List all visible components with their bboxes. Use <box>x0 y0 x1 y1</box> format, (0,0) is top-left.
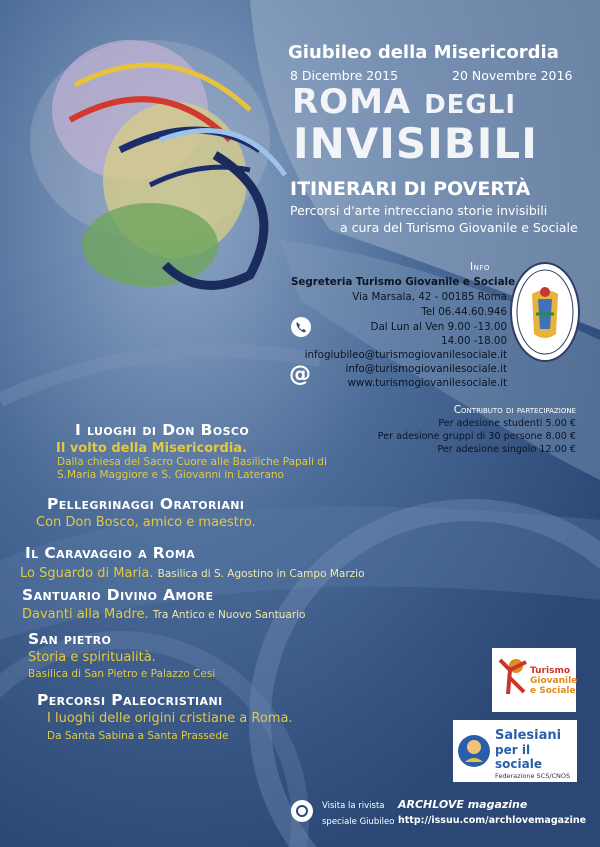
curator: a cura del Turismo Giovanile e Sociale <box>340 220 578 235</box>
info-address: Via Marsala, 42 - 00185 Roma <box>352 291 507 303</box>
section-title: Santuario Divino Amore <box>22 586 214 604</box>
salesiani-line2: per il sociale <box>495 743 542 771</box>
info-org: Segreteria Turismo Giovanile e Sociale <box>291 276 516 288</box>
section-line-main: Davanti alla Madre. <box>22 607 149 622</box>
section-title: I luoghi di Don Bosco <box>75 421 250 439</box>
footer-url[interactable]: http://issuu.com/archlovemagazine <box>398 815 587 826</box>
section-line: Il volto della Misericordia. <box>56 441 248 456</box>
section-line: I luoghi delle origini cristiane a Roma. <box>47 711 293 726</box>
title-roma: ROMA <box>292 82 412 122</box>
issuu-icon[interactable] <box>291 800 313 822</box>
section-line: Storia e spiritualità. <box>28 650 156 665</box>
contribution-row: Per adesione gruppi di 30 persone 8.00 € <box>377 431 576 442</box>
footer-magazine: ARCHLOVE magazine <box>398 798 528 811</box>
tgs-figure-icon <box>496 656 532 696</box>
info-hours2: 14.00 -18.00 <box>441 335 507 347</box>
salesiani-line1: Salesiani <box>495 728 562 743</box>
info-web[interactable]: www.turismogiovanilesociale.it <box>347 377 507 389</box>
tgs-logo <box>492 648 576 712</box>
footer-visit: Visita la rivista <box>322 801 385 811</box>
title-line1 <box>292 84 516 123</box>
tgs-line2: Giovanile <box>530 676 578 686</box>
section-line <box>22 607 305 622</box>
subtitle: ITINERARI DI POVERTÀ <box>290 178 531 200</box>
contribution-heading: Contributo di partecipazione <box>453 404 576 416</box>
info-email1[interactable]: infogiubileo@turismogiovanilesociale.it <box>304 349 507 361</box>
tgs-line3: e Sociale <box>530 686 576 696</box>
section-line-main: Lo Sguardo di Maria. <box>20 566 154 581</box>
info-email2[interactable]: info@turismogiovanilesociale.it <box>345 363 507 375</box>
section-title: Percorsi Paleocristiani <box>37 691 223 709</box>
section-title: San pietro <box>28 630 112 648</box>
section-line-extra: Tra Antico e Nuovo Santuario <box>152 609 306 621</box>
date-start: 8 Dicembre 2015 <box>290 68 399 83</box>
section-line: S.Maria Maggiore e S. Giovanni in Laterano <box>57 469 284 481</box>
at-icon: @ <box>289 362 311 387</box>
title-degli: DEGLI <box>424 90 517 120</box>
info-heading: Info <box>470 261 490 273</box>
section-line: Basilica di San Pietro e Palazzo Cesi <box>28 668 216 680</box>
tagline: Percorsi d'arte intrecciano storie invisibili <box>290 203 548 218</box>
contribution-row: Per adesione singolo 12.00 € <box>437 444 576 455</box>
salesiani-logo <box>453 720 577 782</box>
salesiani-line3: Federazione SCS/CNOS <box>495 772 571 780</box>
date-end: 20 Novembre 2016 <box>452 68 573 83</box>
footer-special: speciale Giubileo <box>322 817 395 827</box>
section-line: Dalla chiesa del Sacro Cuore alle Basiliche Papali di <box>57 456 327 468</box>
section-title: Il Caravaggio a Roma <box>25 544 196 562</box>
section-title: Pellegrinaggi Oratoriani <box>47 495 245 513</box>
section-line <box>20 566 365 581</box>
title-invisibili: INVISIBILI <box>293 119 538 168</box>
tgs-line1: Turismo <box>530 666 570 676</box>
info-hours1: Dal Lun al Ven 9.00 -13.00 <box>370 321 507 333</box>
contribution-row: Per adesione studenti 5.00 € <box>438 418 576 429</box>
info-tel: Tel 06.44.60.946 <box>421 306 507 318</box>
jubilee-seal <box>510 262 580 362</box>
section-line: Da Santa Sabina a Santa Prassede <box>47 730 229 742</box>
section-line: Con Don Bosco, amico e maestro. <box>36 515 256 530</box>
event-name: Giubileo della Misericordia <box>288 42 559 63</box>
section-line-extra: Basilica di S. Agostino in Campo Marzio <box>157 568 365 580</box>
salesiani-figure-icon <box>457 730 491 772</box>
phone-icon <box>291 317 311 337</box>
